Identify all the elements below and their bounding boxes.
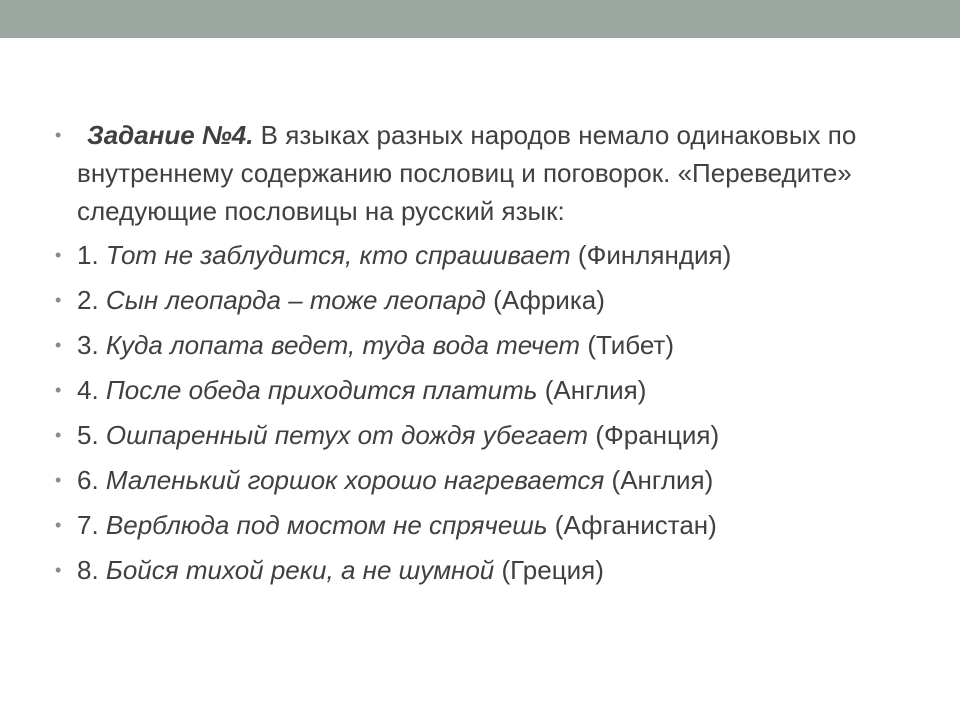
proverb-number: 2. <box>77 285 99 315</box>
proverb-item <box>55 236 915 274</box>
bullet-icon: • <box>55 515 62 535</box>
task-text: В языках разных народов немало одинаковых по внутреннему содержанию пословиц и поговорок. «Переведите» следующие пословицы на русский язык: <box>77 120 857 226</box>
proverb-text: Верблюда под мостом не спрячешь <box>105 510 548 540</box>
proverb-item <box>55 551 915 589</box>
proverb-country: (Греция) <box>501 555 604 585</box>
bullet-icon: • <box>55 125 62 145</box>
proverb-country: (Финляндия) <box>577 240 732 270</box>
proverb-item <box>55 326 915 364</box>
proverb-text: Бойся тихой реки, а не шумной <box>105 555 495 585</box>
proverb-item <box>55 461 915 499</box>
proverb-number: 5. <box>77 420 99 450</box>
task-label: Задание №4. <box>87 120 254 150</box>
bullet-icon: • <box>55 290 62 310</box>
proverb-country: (Франция) <box>595 420 720 450</box>
proverb-number: 8. <box>77 555 99 585</box>
proverb-country: (Африка) <box>493 285 605 315</box>
proverb-country: (Афганистан) <box>554 510 717 540</box>
bullet-icon: • <box>55 245 62 265</box>
proverb-text: Тот не заблудится, кто спрашивает <box>105 240 571 270</box>
proverb-number: 6. <box>77 465 99 495</box>
proverb-number: 3. <box>77 330 99 360</box>
proverb-number: 1. <box>77 240 99 270</box>
slide-content <box>55 116 915 596</box>
proverb-item <box>55 371 915 409</box>
proverb-number: 7. <box>77 510 99 540</box>
proverb-item <box>55 416 915 454</box>
bullet-icon: • <box>55 470 62 490</box>
proverb-item <box>55 506 915 544</box>
top-band <box>0 0 960 38</box>
proverb-item <box>55 281 915 319</box>
bullet-icon: • <box>55 560 62 580</box>
proverb-text: Куда лопата ведет, туда вода течет <box>105 330 581 360</box>
proverb-text: Ошпаренный петух от дождя убегает <box>105 420 589 450</box>
bullet-icon: • <box>55 380 62 400</box>
proverb-text: Маленький горшок хорошо нагревается <box>105 465 605 495</box>
bullet-icon: • <box>55 335 62 355</box>
bullet-icon: • <box>55 425 62 445</box>
proverb-text: Сын леопарда – тоже леопард <box>105 285 486 315</box>
proverb-country: (Тибет) <box>587 330 674 360</box>
proverb-number: 4. <box>77 375 99 405</box>
proverb-country: (Англия) <box>544 375 647 405</box>
task-paragraph <box>55 116 915 230</box>
proverb-text: После обеда приходится платить <box>105 375 538 405</box>
proverb-country: (Англия) <box>611 465 714 495</box>
